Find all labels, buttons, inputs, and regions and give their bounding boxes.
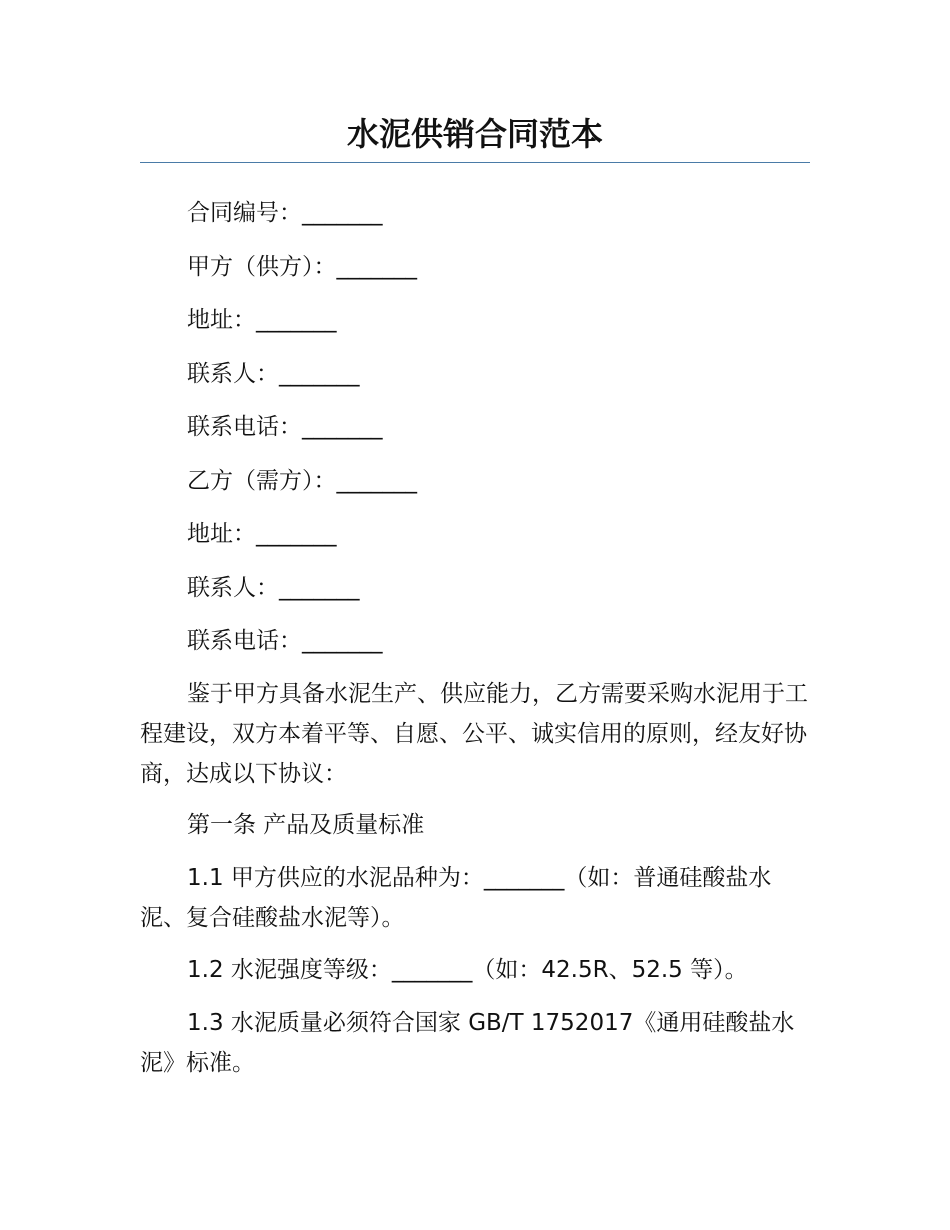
article-1-heading: 第一条 产品及质量标准 (187, 812, 425, 838)
party-b-field: 乙方（需方）：_______ (187, 468, 417, 494)
contract-number-field: 合同编号：_______ (187, 200, 383, 226)
party-a-phone-field: 联系电话：_______ (187, 414, 383, 440)
party-a-contact-field: 联系人：_______ (187, 361, 360, 387)
party-a-address-field: 地址：_______ (187, 307, 337, 333)
preamble-paragraph: 鉴于甲方具备水泥生产、供应能力，乙方需要采购水泥用于工程建设，双方本着平等、自愿、公平、诚实信用的原则，经友好协商，达成以下协议： (140, 681, 808, 787)
party-b-address-field: 地址：_______ (187, 521, 337, 547)
party-b-phone-field: 联系电话：_______ (187, 628, 383, 654)
clause-1-1: 1.1 甲方供应的水泥品种为：_______（如：普通硅酸盐水泥、复合硅酸盐水泥等）。 (140, 865, 772, 931)
party-b-contact-field: 联系人：_______ (187, 575, 360, 601)
document-title: 水泥供销合同范本 (346, 115, 603, 153)
title-underline (140, 162, 810, 163)
party-a-field: 甲方（供方）：_______ (187, 254, 417, 280)
clause-1-2: 1.2 水泥强度等级：_______（如：42.5R、52.5 等）。 (187, 957, 748, 983)
clause-1-3: 1.3 水泥质量必须符合国家 GB/T 1752017《通用硅酸盐水泥》标准。 (140, 1010, 795, 1076)
